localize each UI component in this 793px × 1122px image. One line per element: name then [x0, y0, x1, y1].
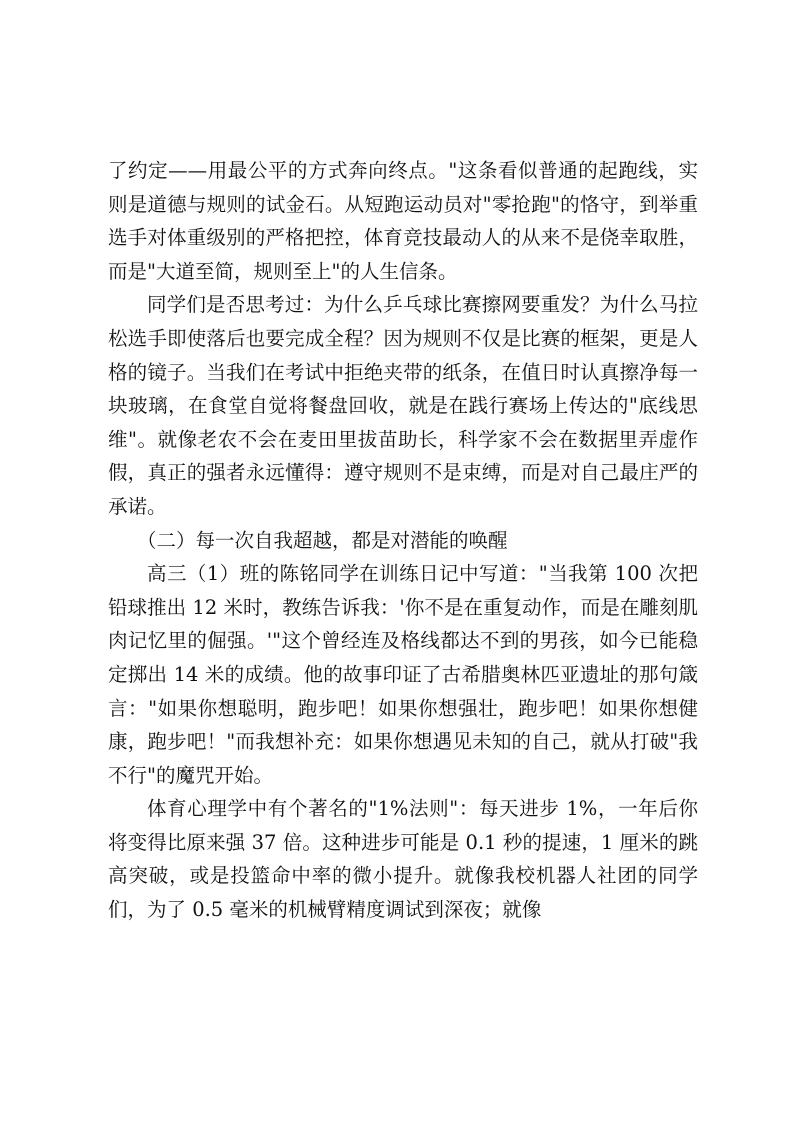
body-text — [108, 154, 698, 927]
paragraph-one-percent-rule: 体育心理学中有个著名的"1%法则"：每天进步 1%，一年后你将变得比原来强 37 倍。这种进步可能是 0.1 秒的提速，1 厘米的跳高突破，或是投篮命中率的微小提升。就像我校机器人社团的同学们，为了 0.5 毫米的机械臂精度调试到深夜；就像 — [108, 797, 698, 922]
section-heading: （二）每一次自我超越，都是对潜能的唤醒 — [137, 528, 508, 552]
paragraph-continuation: 了约定——用最公平的方式奔向终点。"这条看似普通的起跑线，实则是道德与规则的试金石。从短跑运动员对"零抢跑"的恪守，到举重选手对体重级别的严格把控，体育竞技最动人的从来不是侥幸取胜，而是"大道至简，规则至上"的人生信条。 — [108, 159, 698, 283]
paragraph-rules: 同学们是否思考过：为什么乒乓球比赛擦网要重发？为什么马拉松选手即使落后也要完成全程？因为规则不仅是比赛的框架，更是人格的镜子。当我们在考试中拒绝夹带的纸条，在值日时认真擦净每一块玻璃，在食堂自觉将餐盘回收，就是在践行赛场上传达的"底线思维"。就像老农不会在麦田里拔苗助长，科学家不会在数据里弄虚作假，真正的强者永远懂得：遵守规则不是束缚，而是对自己最庄严的承诺。 — [108, 293, 698, 518]
paragraph-story: 高三（1）班的陈铭同学在训练日记中写道："当我第 100 次把铅球推出 12 米时，教练告诉我：'你不是在重复动作，而是在雕刻肌肉记忆里的倔强。'"这个曾经连及格线都达不到的男孩，如今已能稳定掷出 14 米的成绩。他的故事印证了古希腊奥林匹亚遗址的那句箴言："如果你想聪明，跑步吧！如果你想强壮，跑步吧！如果你想健康，跑步吧！"而我想补充：如果你想遇见未知的自己，就从打破"我不行"的魔咒开始。 — [108, 562, 698, 787]
